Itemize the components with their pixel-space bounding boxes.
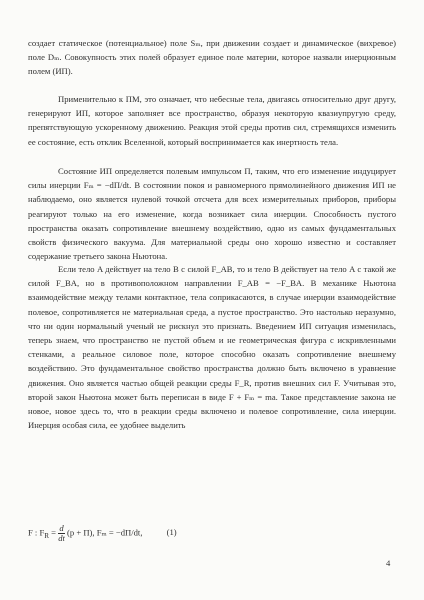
paragraph-2: Применительно к ПМ, это означает, что небесные тела, двигаясь относительно друг другу, генерируют ИП, которое заполняет все пространство, образуя некоторую квазиупругую среду, препятствующую ускоренному движению. Реакция этой среды против сил, стремящихся изменить ее состояние, есть отклик Вселенной, который воспринимается как инертность тела. (28, 94, 396, 147)
equation-1 (28, 524, 328, 543)
formula-den: dt (58, 533, 65, 543)
formula-eq: = (49, 527, 59, 538)
equation-label: (1) (166, 527, 177, 538)
formula-fraction (58, 524, 65, 543)
paragraph-4: Если тело A действует на тело B с силой F_AB, то и тело B действует на тело A с такой же силой F_BA, но в противоположном направлении F_AB = −F_BA. В механике Ньютона взаимодействие между телами контактное, тела соприкасаются, в случае инерции взаимодействие полевое, сопротивляется не материальная среда, а пустое пространство. Это настолько неразумно, что ни один нормальный ученый не рискнул это признать. Введением ИП ситуация изменилась, теперь знаем, что пространство не пустой объем и не геометрическая фигура с искривленными стенками, а реальное силовое поле, которое способно оказать сопротивление внешнему воздействию. Это фундаментальное свойство пространства должно быть включено в уравнение движения. Оно является частью общей реакции среды F_R, против внешних сил F. Учитывая это, второй закон Ньютона может быть переписан в виде F + Fₘ = ma. Такое представление закона не новое, новое здесь то, что в реакции среды включено и полевое сопротивление, сила инерции. Инерция особая сила, ее удобнее выделить (28, 264, 396, 431)
paragraph-3: Состояние ИП определяется полевым импульсом Π, таким, что его изменение индуцирует силы инерции Fₘ = −dΠ/dt. В состоянии покоя и равномерного прямолинейного движения ИП не наблюдаемо, оно является нулевой точкой отсчета для всех измерительных приборов, приборы реагируют только на его изменение, когда возникает сила инерции. Способность пустого пространства оказать сопротивление внешнему воздействию, одно из самых фундаментальных свойств физического вакуума. Для материальной среды оно хорошо известно и составляет содержание третьего закона Ньютона. (28, 166, 396, 262)
formula-rest: (p + Π), Fₘ = −dΠ/dt, (67, 527, 143, 538)
formula-num: d (59, 523, 64, 533)
paragraph-1: создает статическое (потенциальное) поле Sₘ, при движении создает и динамическое (вихревое) поле Dₘ. Совокупность этих полей образует единое поле материи, которое назвали инерционным полем (ИП). (28, 38, 396, 77)
formula-sub: R (44, 532, 50, 541)
page-number: 4 (386, 558, 391, 568)
formula-left: F : F (28, 527, 45, 538)
